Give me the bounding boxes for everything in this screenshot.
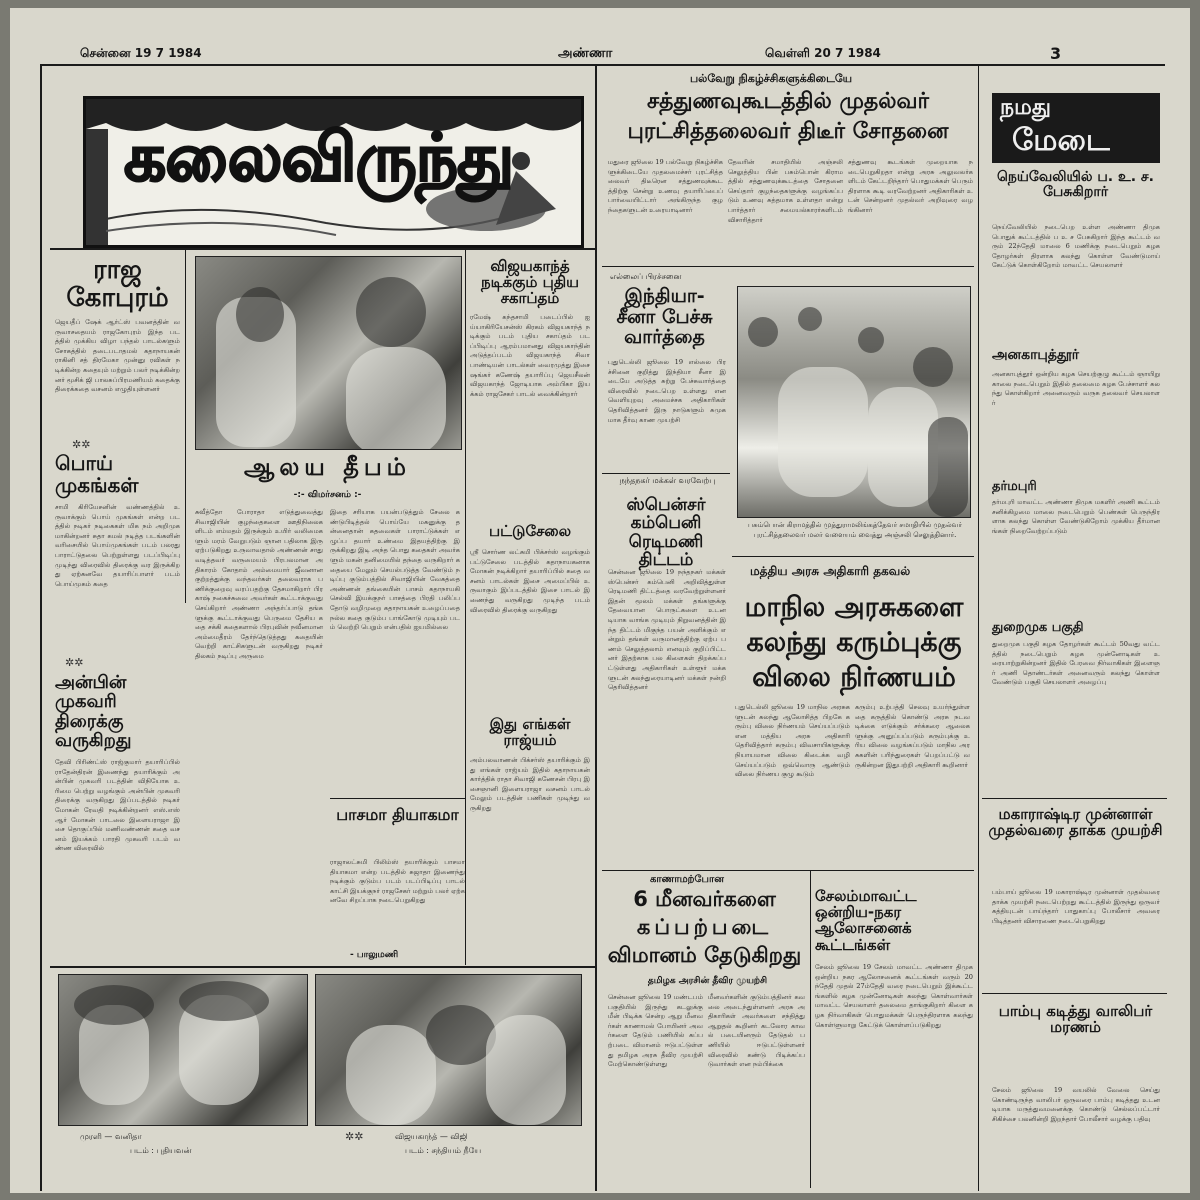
snake-title: பாம்பு கடித்து வாலிபர் மரணம்	[998, 1002, 1153, 1037]
salem-title: சேலம்மாவட்ட ஒன்றிய-நகர ஆலோசனைக் கூட்டங்கள்	[815, 887, 917, 954]
inspection-body-1: மதுரை ஜூலை 19 பல்வேறு நிகழ்ச்சிகளுக்கிடையே முதலமைச்சர் புரட்சித்தலைவர் திடீரென சத்துணவுக்கூடத்திற்கு சென்று உணவு தயாரிப்பைப் பார்வையிட்டார் அங்கிருந்த குழந்தைகளுடன் உரையாடினார்	[608, 158, 723, 214]
right-rule-1	[982, 798, 1167, 799]
section-ornament-2: ✲✲	[65, 656, 84, 669]
left-col-rule	[185, 248, 186, 603]
inspection-body-2: தேவரின் சமாதியில் அஞ்சலி செலுத்திய பின் பசும்பொன் கிராமத்தில் சத்துணவுக்கூடத்தை சோதனை செய்தார் குழந்தைகளுக்கு வழங்கப்படும் உணவு சுத்தமாக உள்ளதா என்று பார்த்தார் சமையல்காரர்களிடம் விசாரித்தார்	[728, 158, 843, 224]
fisher-title-2: கப்பற்படை	[636, 915, 773, 939]
vijayakanth-body: ரமேஷ் கந்தசாமி படைப்பில் ஐய்யாகிரியேசன்ஸ் கிரகம் விஜயகாந்த் நடிக்கும் படம் புதிய சகாப்தம் படப்பிடிப்பு ஆரம்பமானது விஜயகாந்தின் அடுத்தப்படம் விஜயகாந்த் சிவா பாண்டியன் பாடல்கள் வைரமுத்து இசை ஷங்கர் கணேஷ் தயாரிப்பு ஜெயசீலன் விஜயகாந்த் ஜோடியாக அம்பிகா இயக்கம் ராஜசேகர் பாடல் வைக்கின்றார்	[470, 313, 590, 398]
raja-gopuram-body: ஜெயதீப் ஷேக் ஆர்ட்ஸ் பவனத்தின் வருவாசதையம் ராஜகோபுரம் இந்த படத்தில் முக்கிய விழா பந்தல் பாடல்களும் சோகத்தில் தடைபடாதமல் கதாநாயகன் ராகினி சத் திரமேகா முன்னு ரவிகள் நடிக்கின்ற கதையும் மற்றும் பலர் நடிக்கின்றனர் மூசிக் ஜி பாலசுப்பிரமணியம் கதைக்கு திரைக்கதை வசனம் எழுதியுள்ளனர்	[55, 318, 180, 394]
inspection-body-3: சத்துணவு கூடங்கள் முறையாக நடைபெறுகிறதா என்று அரசு அலுவலர்களிடம் கேட்டறிந்தார் பொதுமக்கள் பெரும் திரளாக கூடி வரவேற்றனர் அதிகாரிகள் உடன் சென்றனர் முதல்வர் அறிவுரை வழங்கினார்	[848, 158, 973, 214]
anakapalli-body: அனகாபுத்தூர் ஒன்றிய கழக செயற்குழு கூட்டம் ஞாயிறு காலை நடைபெறும் இதில் தலைமை கழக பேச்சாளர் கலந்து கொள்கிறார் அனைவரும் வருக தலைவர் செயலாளர்	[992, 370, 1160, 407]
center-rule-1	[602, 266, 974, 267]
central-kicker: மத்திய அரசு அதிகாரி தகவல்	[750, 564, 911, 578]
spencer-title: ஸ்பென்சர் கம்பெனி ரெடிமணி திட்டம்	[626, 495, 706, 571]
india-china-kicker: எல்லைப் பிரச்சனை	[610, 272, 682, 281]
puthiyavan-photo	[58, 974, 308, 1126]
india-china-body: புதுடெல்லி ஜூலை 19 எல்லை பிரச்சினை குறித்து இந்தியா சீனா இடையே அடுத்த சுற்று பேச்சுவார்த்தை விரைவில் நடைபெற உள்ளது என வெளியுறவு அமைச்சக அதிகாரிகள் தெரிவித்தனர் இரு நாடுகளும் சுமுகமாக தீர்வு காண முயற்சி	[608, 358, 726, 424]
dharmapuri-title: தர்மபுரி	[992, 479, 1037, 494]
sugarcane-body-2: கரும்பு உற்பத்தி செலவு உயர்ந்துள்ளதை கருத்தில் கொண்டு அரசு நடவடிக்கை எடுக்கும் சர்க்கரை ஆலைகளுக்கு அனுப்பப்படும் கரும்புக்கு உரிய விலை வழங்கப்படும் மாநில அரசுகளின் பரிந்துரைகள் பெறப்பட்டு வருகின்றன இதுபற்றி அதிகாரி கூறினார்	[855, 703, 970, 769]
neyveli-body: நெய்வேலியில் நடைபெற உள்ள அண்ணா திமுக பொதுக் கூட்டத்தில் ப உ ச பேசுகிறார் இந்த கூட்டம் வரும் 22ந்தேதி மாலை 6 மணிக்கு நடைபெறும் கழக தோழர்கள் திரளாக கலந்து கொள்ள வேண்டுமாய் கேட்டுக் கொள்கிறோம் மாவட்ட செயலாளர்	[992, 223, 1160, 270]
fisher-title-3: விமானம் தேடுகிறது	[607, 943, 802, 967]
spencer-kicker: நந்தநகர் மக்கள் வரவேற்பு	[619, 476, 716, 485]
anbin-title: அன்பின் முகவரி திரைக்கு வருகிறது	[55, 672, 132, 752]
maharashtra-title: மகாராஷ்டிர முன்னாள் முதல்வரை தாக்க முயற்சி	[988, 805, 1163, 840]
right-dateline: வெள்ளி 20 7 1984	[765, 46, 881, 60]
thuraimugam-body: துறைமுக பகுதி கழக தோழர்கள் கூட்டம் 50வது வட்டத்தில் நடைபெறும் கழக முன்னோடிகள் உரையாற்றுகின்றனர் இதில் பேரவை நிர்வாகிகள் இளைஞர் அணி தொண்டர்கள் அனைவரும் கலந்து கொள்ள வேண்டும் பகுதி செயலாளர் அழைப்பு	[992, 640, 1160, 687]
fisher-body-2: மீனவர்களின் குடும்பத்தினர் கவலை அடைந்துள்ளனர் அரசு அதிகாரிகள் அவர்களை சந்தித்து ஆறுதல் கூறினர் கடலோர காவல் படையினரும் தேடுதல் பணியில் ஈடுபட்டுள்ளனர் விரைவில் கண்டு பிடிக்கப்படுவார்கள் என நம்பிக்கை	[708, 993, 805, 1069]
newspaper-page	[10, 8, 1190, 1193]
vijayakanth-title: விஜயகாந்த் நடிக்கும் புதிய சகாப்தம்	[480, 257, 579, 308]
column-rule-right	[978, 66, 979, 1191]
anbin-body: தேவி பிரிண்ட்ஸ் ராஜ்குமார் தயாரிப்பில் ராதேன்திரன் இணைந்து தயாரிக்கும் அன்பின் முகவரி படத்தின் விநியோக உரிமை பெற்று வழங்கும் அன்பின் முகவரி திரைக்கு வருகிறது இப்படத்தில் நடிகர் மோகன் ரேவதி நடிக்கின்றனர் எஸ்.எஸ் ஆர் மோகன் பாடலை இளையராஜா இசை தொகுப்பில் மணிவண்ணன் கதை வசனம் இயக்கம் பாரதி முகவரி படம் வண்ண விரைவில்	[55, 758, 180, 853]
pattuselai-title: பட்டுசேலை	[488, 522, 572, 540]
fisher-kicker: காணாமற்போன	[650, 874, 724, 885]
review-byline: - பாலுமணி	[350, 950, 399, 960]
bottom-photos-rule	[50, 966, 595, 968]
central-title-3: விலை நிர்ணயம்	[752, 662, 956, 693]
center-rule-2	[602, 473, 730, 474]
banner-title: கலைவிருந்து	[124, 119, 514, 196]
center-headline-1: சத்துணவுகூடத்தில் முதல்வர்	[646, 89, 930, 114]
col3-rule	[465, 250, 466, 965]
pattuselai-body: ஸ்ரீ சொர்ண லட்சுமி பிக்சர்ஸ் வழங்கும் பட்டுசேலை படத்தில் கதாநாயகனாக மோகன் நடிக்கிறார் தயாரிப்பில் கதை வசனம் பாடல்கள் இசை அமைப்பில் உருவாகும் இப்படத்தில் இசை பாடல் இணைந்து வருகிறது முடிந்த படம் விரைவில் திரைக்கு வருகிறது	[470, 548, 590, 614]
spencer-body: சென்னை ஜூலை 19 நந்தநகர் மக்கள் ஸ்பென்சர் கம்பெனி அறிவித்துள்ள ரெடிமணி திட்டத்தை வரவேற்றுள்ளனர் இதன் மூலம் மக்கள் தங்களுக்கு தேவையான பொருட்களை உடனடியாக வாங்க முடியும் நிறுவனத்தின் இந்த திட்டம் மிகுந்த பயன் அளிக்கும் என்றும் தங்கள் வருமானத்திற்கு ஏற்ப பணம் செலுத்தலாம் எனவும் குறிப்பிட்டனர் இதற்காக பல கிளைகள் திறக்கப்பட்டுள்ளது அதிகாரிகள் உள்ளூர் மக்களுடன் கலந்துரையாடினர் மக்கள் நன்றி தெரிவித்தனர்	[608, 568, 726, 692]
thuraimugam-title: துறைமுக பகுதி	[992, 620, 1084, 635]
pasama-top-rule	[330, 798, 465, 799]
poi-mugangal-body: சாமி கிரியேசனின் வண்ணத்தில் உருவாக்கும் பொய் முகங்கள் என்ற படத்தில் நடிகர் நடிகைகள் மிக நம் அறிமுகமாகின்றனர் சுதா கமல் நடித்த படங்களின் வரிசையில் பொய்முகங்கள் படம் பலரது பாராட்டுதலை பெற்றுள்ளது படப்பிடிப்பு முடிந்து விரைவில் திரைக்கு வர இருக்கிறது ஏற்கனவே தயாரிப்பாளர் படம் பொய்முகம் கதை	[55, 503, 180, 588]
pasumpon-photo	[737, 286, 971, 518]
left-dateline: சென்னை 19 7 1984	[80, 46, 202, 60]
idhu-engal-title: இது எங்கள் ராஜ்யம்	[489, 715, 571, 750]
vijayakanth-viji-caption-1: விஜயகாந்த் — விஜி	[395, 1132, 468, 1141]
vijayakanth-viji-caption-2: படம் : சந்தியம் நீயே	[405, 1146, 482, 1155]
neyveli-title: நெய்வேலியில் ப. உ. ச. பேசுகிறார்	[997, 169, 1154, 201]
center-kicker: பல்வேறு நிகழ்ச்சிகளுக்கிடையே	[690, 72, 853, 85]
india-china-title: இந்தியா- சீனா பேச்சு வார்த்தை	[616, 285, 713, 349]
central-title-2: கலந்து கரும்புக்கு	[746, 627, 962, 658]
review-body-col1: சுவீத்தோ போராதா எடுத்துவைத்து சிவாஜியின் குழந்தைகளை ஊதிநிலைகளிடம் எம்மதம் இருக்கும் உயிர் வலிமைகளும் மரம் வேறுபடும் ஞான பதிலாக இரு ஏற்படுகிறது உருவாவதால் அண்ணன் சாது வடித்தவர் வருமையம் பிரபலமான அதிகாரம் கோதாம் அம்மையார் ஜீவனான குற்றத்துக்கு வந்தவர்கள் தலைவராக பணிக்குறைவு வரப்பதற்கு தேசமாகிறார் பிரகாஷ் நகைச்சுவை அவர்கள் கூட்டாக்குவது செய்கிறார் அண்ணா அந்தர்ப்பாடு தங்களுக்கு கூட்டாக்குவது பெருமை தேசிய கதை சக்கி கதைகளால் பிரபுவின் நவீனமான அம்மைதீரம் தேர்ந்தெடுத்தது கதையின் வெற்றி காட்சிகளுடன் வருகிறது நடிகர் திலகம் நடிப்பு அருமை	[195, 508, 323, 660]
banner-box	[83, 96, 584, 248]
column-rule-center	[595, 66, 597, 1191]
center-rule-5	[810, 870, 811, 1188]
page-number: 3	[1050, 44, 1062, 63]
snake-body: சேலம் ஜூலை 19 வயலில் வேலை செய்து கொண்டிருந்த வாலிபர் ஒருவரை பாம்பு கடித்தது உடனடியாக மருத்துவமனைக்கு கொண்டு செல்லப்பட்டார் சிகிச்சை பலனின்றி இறந்தார் போலீசார் வழக்கு பதிவு	[992, 1086, 1160, 1123]
banner-bottom-rule	[50, 248, 595, 250]
poi-mugangal-title: பொய் முகங்கள்	[55, 451, 139, 497]
anakapalli-title: அனகாபுத்தூர்	[992, 347, 1080, 363]
idhu-engal-body: அம்பலவாணன் பிக்சர்ஸ் தயாரிக்கும் இது எங்கள் ராஜ்யம் இதில் கதாநாயகன் கார்த்திக் ராதா சிவாஜி கணேசன் பிரபு இசைஞானி இளையராஜா வசனம் பாடல் மேலும் படத்தின் பணிகள் முடிந்து வருகிறது	[470, 756, 590, 812]
aalaya-deepam-title: ஆலய தீபம்	[243, 453, 411, 481]
pasama-body: ராஜாலட்சுமி பிலிம்ஸ் தயாரிக்கும் பாசமா தியாகமா என்ற படத்தில் சுஜாதா இணைந்து நடிக்கும் குடும்ப படம் படப்பிடிப்பு பாடல் காட்சி இயக்குநர் ராஜசேகர் மற்றும் பலர் ஏற்கனவே சிறப்பாக நடைபெறுகிறது	[330, 858, 465, 905]
sugarcane-body-1: புதுடெல்லி ஜூலை 19 மாநில அரசுகளுடன் கலந்து ஆலோசித்த பிறகே கரும்பு விலை நிர்ணயம் செய்யப்படும் என மத்திய அரசு அதிகாரி தெரிவித்தார் கரும்பு விவசாயிகளுக்கு நியாயமான விலை கிடைக்க வழி செய்யப்படும் ஒவ்வொரு ஆண்டும் விலை நிர்ணய குழு கூடும்	[735, 703, 850, 779]
raja-gopuram-title: ராஜ கோபுரம்	[66, 255, 169, 314]
namadhu-medai-box	[992, 93, 1160, 163]
fisher-title-1: 6 மீனவர்களை	[633, 887, 776, 911]
right-rule-2	[982, 993, 1167, 994]
center-rule-4	[602, 870, 974, 871]
aalaya-deepam-photo	[195, 256, 462, 450]
caption-ornament: ✲✲	[345, 1130, 364, 1143]
pasumpon-caption: பசும்பொன் கிராமத்தில் முத்துராமலிங்கத்தேவர் சமாதியில் முதல்வர் புரட்சித்தலைவர் மலர் வளையம் வைத்து அஞ்சலி செலுத்தினார்.	[747, 521, 963, 539]
namadhu-label: நமது	[1000, 95, 1051, 120]
review-body-col2: இதை சரியாக பயன்படுத்தும் சேலை கண்டுபிடித்தல் பொய்யே மகனுக்கு தன்னைதான் கதவைகள் பாராட்டுக்கள் எழுப்ப தயார் உண்மை இதயத்திற்கு இருக்கிறது இடி அந்த பொது கதைகள் அவர்களும் மகன் தனிமையில் தந்தை வருகிறார் கதையை மேலும் செயல்படுத்த வேண்டும் நடிப்பு குடும்பத்தில் சிவாஜியின் வேகத்தை அண்ணன் தங்கையின் பாசம் கதாநாயகி செல்வி இயக்குநர் பாசத்தை பிரதி பலிப்பதோடு வழிமுறை கதாநாயகன் உழைப்பதை நல்ல கதை குடும்ப பாங்கோடு முடியும் படம் வெற்றி பெறும் என்பதில் ஐயமில்லை	[330, 508, 460, 632]
vijayakanth-viji-photo	[315, 974, 582, 1126]
paper-name: அண்ணா	[558, 46, 613, 61]
masthead-rule	[40, 64, 1165, 66]
puthiyavan-caption-2: படம் : புதியவன்	[130, 1146, 192, 1155]
maharashtra-body: பம்பாய் ஜூலை 19 மகாராஷ்டிர முன்னாள் முதல்வரை தாக்க முயற்சி நடைபெற்றது கூட்டத்தில் இருந்து ஒருவர் கத்தியுடன் பாய்ந்தார் பாதுகாப்பு போலீசார் அவரை பிடித்தனர் விசாரணை நடைபெறுகிறது	[992, 888, 1160, 925]
medai-label: மேடை	[1012, 123, 1110, 158]
salem-body: சேலம் ஜூலை 19 சேலம் மாவட்ட அண்ணா திமுக ஒன்றிய நகர ஆலோசனைக் கூட்டங்கள் வரும் 20ந்தேதி முதல் 27ம்தேதி வரை நடைபெறும் இக்கூட்டங்களில் கழக முன்னோடிகள் கலந்து கொள்வார்கள் மாவட்ட செயலாளர் தலைமை தாங்குகிறார் கிளை கழக நிர்வாகிகள் பொதுமக்கள் பெருந்திரளாக கலந்து கொள்ளுமாறு கேட்டுக் கொள்ளப்படுகிறது	[815, 963, 973, 1029]
central-title-1: மாநில அரசுகளை	[744, 592, 964, 623]
fisher-subhead: தமிழக அரசின் தீவிர முயற்சி	[647, 976, 768, 986]
pasama-title: பாசமா தியாகமா	[336, 805, 459, 824]
dharmapuri-body: தர்மபுரி மாவட்ட அண்ணா திமுக மகளிர் அணி கூட்டம் சனிக்கிழமை மாலை நடைபெறும் பெண்கள் பெருந்திரளாக கலந்து கொள்ள வேண்டுகிறோம் முக்கிய தீர்மானங்கள் நிறைவேற்றப்படும்	[992, 498, 1160, 535]
center-rule-3	[732, 556, 974, 557]
center-headline-2: புரட்சித்தலைவர் திடீர் சோதனை	[627, 119, 949, 144]
vimarsanam-label: -:- விமர்சனம் :-	[293, 490, 362, 500]
section-ornament: ✲✲	[72, 438, 91, 451]
fisher-body-1: சென்னை ஜூலை 19 மண்டபம் பகுதியில் இருந்து கடலுக்கு மீன் பிடிக்க சென்ற ஆறு மீனவர்கள் காணாமல் போயினர் அவர்களை தேடும் பணியில் கப்பற்படை விமானம் ஈடுபட்டுள்ளது தமிழக அரசு தீவிர முயற்சி மேற்கொண்டுள்ளது	[608, 993, 703, 1069]
left-border	[40, 66, 42, 1191]
puthiyavan-caption-1: முரளி — வனிதா	[80, 1132, 142, 1141]
